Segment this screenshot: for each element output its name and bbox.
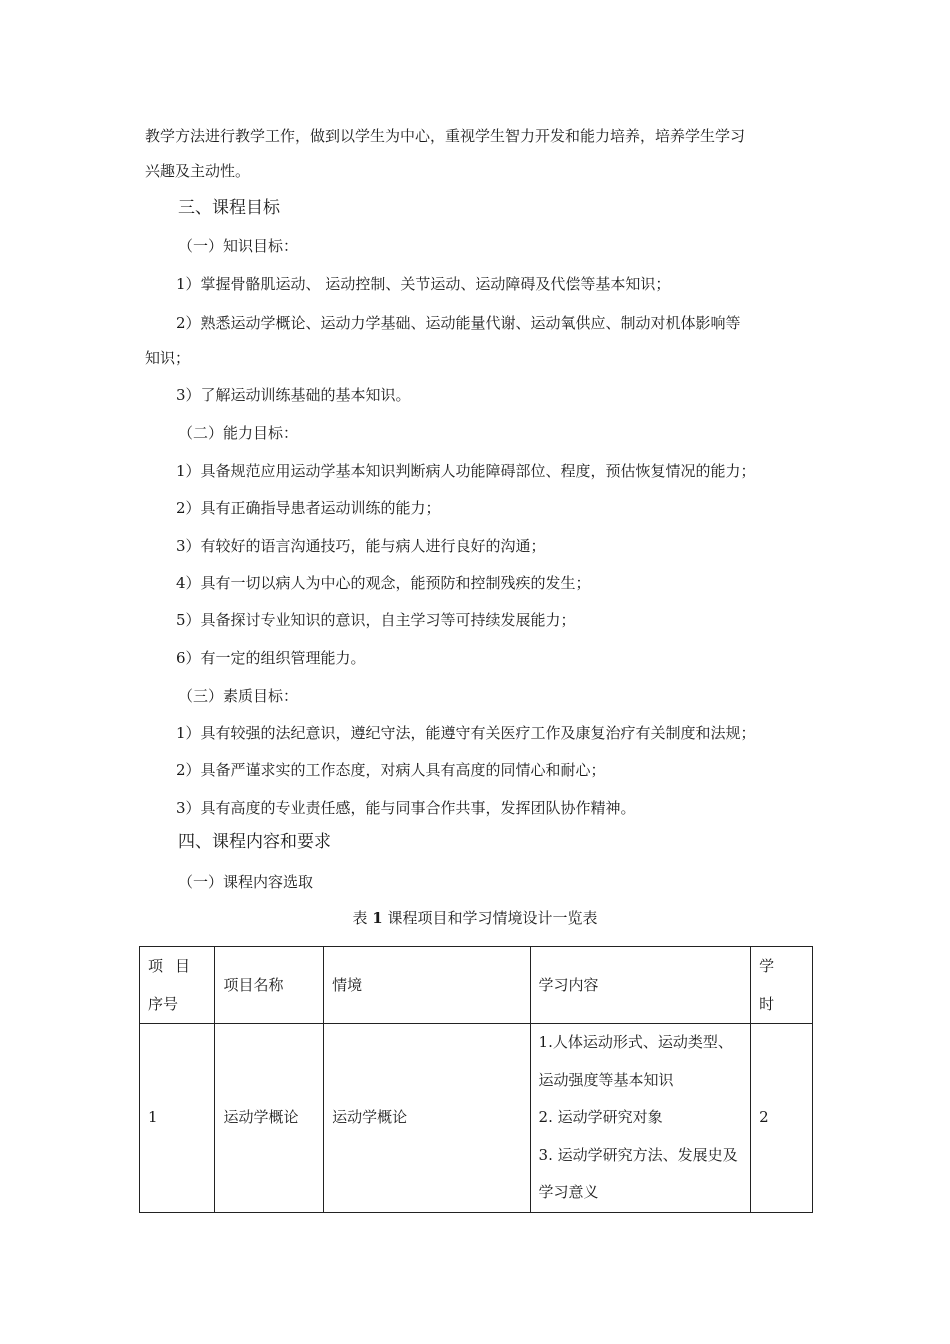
header-project-seq-line-2: 序号 <box>148 995 179 1013</box>
ability-item-2: 2）具有正确指导患者运动训练的能力； <box>176 499 441 517</box>
table-caption <box>0 908 950 928</box>
header-learning-content: 学习内容 <box>530 947 751 1024</box>
ability-item-1: 1）具备规范应用运动学基本知识判断病人功能障碍部位、程度，预估恢复情况的能力； <box>176 462 756 480</box>
quality-goals-heading: （三）素质目标： <box>178 687 299 705</box>
content-selection-heading: （一）课程内容选取 <box>178 873 314 891</box>
cell-learning-content <box>530 1024 751 1213</box>
intro-line-2: 兴趣及主动性。 <box>145 162 251 180</box>
ability-goals-heading: （二）能力目标： <box>178 424 299 442</box>
header-hours-line-2: 时 <box>759 995 775 1013</box>
course-design-table <box>139 946 813 1213</box>
content-line: 1.人体运动形式、运动类型、 <box>538 1033 733 1051</box>
cell-hours: 2 <box>751 1024 813 1213</box>
cell-project-name: 运动学概论 <box>215 1024 324 1213</box>
table-caption-number: 1 <box>372 909 383 927</box>
quality-item-2: 2）具备严谨求实的工作态度，对病人具有高度的同情心和耐心； <box>176 761 606 779</box>
ability-item-6: 6）有一定的组织管理能力。 <box>176 649 366 667</box>
ability-item-3: 3）有较好的语言沟通技巧，能与病人进行良好的沟通； <box>176 537 546 555</box>
header-project-seq <box>140 947 215 1024</box>
knowledge-item-1: 1）掌握骨骼肌运动、 运动控制、关节运动、运动障碍及代偿等基本知识； <box>176 275 671 293</box>
cell-seq: 1 <box>140 1024 215 1213</box>
table-caption-title: 课程项目和学习情境设计一览表 <box>387 909 598 927</box>
table-caption-prefix: 表 <box>352 909 368 927</box>
content-line: 3. 运动学研究方法、发展史及 <box>538 1145 738 1164</box>
knowledge-item-2-line-1: 2）熟悉运动学概论、运动力学基础、运动能量代谢、运动氧供应、制动对机体影响等 <box>176 314 741 332</box>
section-3-heading: 三、课程目标 <box>178 198 280 218</box>
section-4-heading: 四、课程内容和要求 <box>178 832 331 852</box>
header-hours-line-1: 学 <box>759 957 775 975</box>
content-line: 学习意义 <box>538 1183 599 1201</box>
ability-item-5: 5）具备探讨专业知识的意识，自主学习等可持续发展能力； <box>176 611 576 629</box>
knowledge-item-2-line-2: 知识； <box>145 349 191 367</box>
header-hours <box>751 947 813 1024</box>
content-line: 2. 运动学研究对象 <box>538 1108 663 1126</box>
content-line: 运动强度等基本知识 <box>538 1070 674 1089</box>
cell-scenario: 运动学概论 <box>324 1024 530 1213</box>
intro-line-1: 教学方法进行教学工作，做到以学生为中心，重视学生智力开发和能力培养，培养学生学习 <box>145 127 746 145</box>
header-scenario: 情境 <box>324 947 530 1024</box>
table-row <box>140 1024 813 1213</box>
header-project-seq-line-1: 项目 <box>148 957 203 975</box>
knowledge-item-3: 3）了解运动训练基础的基本知识。 <box>176 386 411 404</box>
ability-item-4: 4）具有一切以病人为中心的观念，能预防和控制残疾的发生； <box>176 574 591 592</box>
quality-item-3: 3）具有高度的专业责任感，能与同事合作共事，发挥团队协作精神。 <box>176 799 636 817</box>
header-project-name: 项目名称 <box>215 947 324 1024</box>
knowledge-goals-heading: （一）知识目标： <box>178 237 299 255</box>
quality-item-1: 1）具有较强的法纪意识，遵纪守法，能遵守有关医疗工作及康复治疗有关制度和法规； <box>176 724 756 742</box>
table-header-row <box>140 947 813 1024</box>
